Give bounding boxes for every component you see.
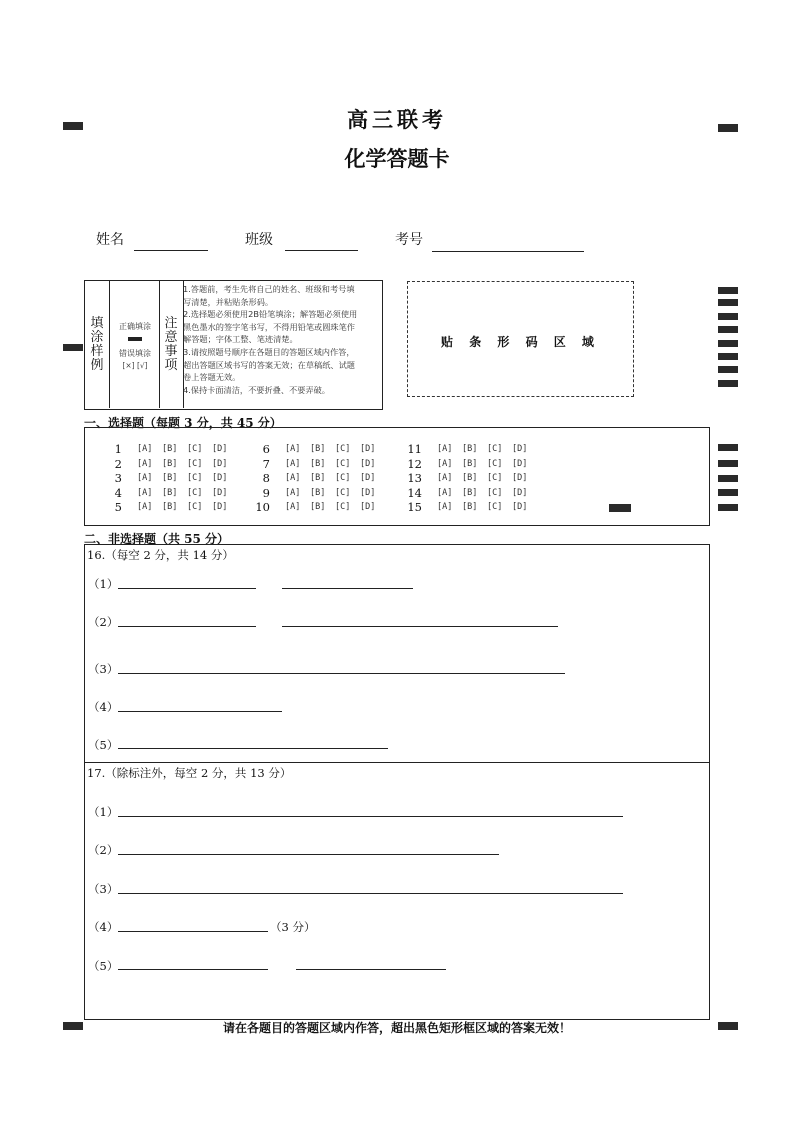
q17-part1-blank[interactable]	[118, 816, 623, 817]
timing-mark	[718, 489, 738, 496]
choice-option-bubble[interactable]: [A]	[437, 502, 453, 512]
choice-option-bubble[interactable]: [D]	[212, 459, 228, 469]
choice-option-bubble[interactable]: [C]	[187, 502, 203, 512]
choice-option-bubble[interactable]: [D]	[360, 473, 376, 483]
choice-option-bubble[interactable]: [A]	[285, 502, 301, 512]
section1-title: 一、选择题（每题 3 分，共 45 分）	[84, 416, 282, 430]
class-label: 班级	[245, 232, 273, 248]
timing-mark	[718, 475, 738, 482]
choice-option-bubble[interactable]: [D]	[212, 502, 228, 512]
choice-option-bubble[interactable]: [A]	[437, 459, 453, 469]
timing-mark	[718, 326, 738, 333]
choice-option-bubble[interactable]: [A]	[137, 459, 153, 469]
q17-part5-blank2[interactable]	[296, 969, 446, 970]
choice-option-bubble[interactable]: [A]	[137, 488, 153, 498]
q16-part5-label: （5）	[88, 738, 119, 752]
q17-part2-label: （2）	[88, 843, 119, 857]
choice-option-bubble[interactable]: [C]	[335, 444, 351, 454]
choice-option-bubble[interactable]: [B]	[462, 459, 478, 469]
choice-option-bubble[interactable]: [C]	[335, 488, 351, 498]
q16-part4-blank[interactable]	[118, 711, 282, 712]
choice-question-number: 2	[114, 457, 122, 471]
class-field[interactable]	[285, 250, 358, 251]
exam-no-field[interactable]	[432, 251, 584, 252]
q17-part4-score: （3 分）	[270, 920, 316, 934]
choice-option-bubble[interactable]: [D]	[360, 488, 376, 498]
choice-option-bubble[interactable]: [B]	[310, 502, 326, 512]
timing-mark	[718, 340, 738, 347]
choice-question-number: 10	[255, 500, 270, 514]
name-field[interactable]	[134, 250, 208, 251]
choice-option-bubble[interactable]: [D]	[512, 502, 528, 512]
wrong-fill-examples: [×] [√]	[122, 361, 148, 370]
footer-warning: 请在各题目的答题区域内作答，超出黑色矩形框区域的答案无效！	[222, 1021, 571, 1035]
choice-option-bubble[interactable]: [C]	[187, 473, 203, 483]
q17-part3-blank[interactable]	[118, 893, 623, 894]
choice-question-number: 13	[407, 471, 422, 485]
title-line1: 高三联考	[347, 107, 447, 132]
choice-option-bubble[interactable]: [D]	[512, 459, 528, 469]
timing-mark	[718, 504, 738, 511]
q17-part5-blank1[interactable]	[118, 969, 268, 970]
notice-text: 1.答题前，考生先将自己的姓名、班级和考号填 写清楚，并粘贴条形码。 2.选择题必须使用2B铅笔填涂；解答题必须使用 黑色墨水的签字笔书写，不得用铅笔或圆珠笔作 解答题；字体工整、笔迹清楚。 3.请按照题号顺序在各题目的答题区域内作答， 超出答题区域书写的答案无效；在草稿纸、试题 卷上答题无效。 4.保持卡面清洁，不要折叠、不要弄破。	[183, 284, 358, 395]
q16-part3-label: （3）	[88, 662, 119, 676]
choice-question-number: 15	[407, 500, 422, 514]
position-mark	[63, 344, 83, 351]
choice-question-number: 5	[114, 500, 122, 514]
choice-option-bubble[interactable]: [B]	[462, 444, 478, 454]
exam-no-label: 考号	[395, 232, 423, 248]
fill-example-label: 填 涂 样 例	[90, 316, 104, 373]
choice-option-bubble[interactable]: [B]	[162, 502, 178, 512]
q16-part2-blank2[interactable]	[282, 626, 558, 627]
timing-mark	[718, 380, 738, 387]
q17-header: 17.（除标注外，每空 2 分，共 13 分）	[87, 766, 292, 780]
section2-title: 二、非选择题（共 55 分）	[84, 532, 230, 546]
q17-part5-label: （5）	[88, 959, 119, 973]
choice-question-number: 4	[114, 486, 122, 500]
choice-option-bubble[interactable]: [A]	[285, 473, 301, 483]
barcode-label: 贴 条 形 码 区 域	[441, 335, 600, 349]
timing-mark	[718, 299, 738, 306]
choice-option-bubble[interactable]: [A]	[285, 459, 301, 469]
notice-label: 注 意 事 项	[164, 316, 178, 373]
choice-option-bubble[interactable]: [A]	[285, 488, 301, 498]
choice-question-number: 7	[262, 457, 270, 471]
q17-part4-label: （4）	[88, 920, 119, 934]
q16-part1-blank1[interactable]	[118, 588, 256, 589]
choice-option-bubble[interactable]: [D]	[360, 444, 376, 454]
choice-option-bubble[interactable]: [C]	[487, 459, 503, 469]
choice-option-bubble[interactable]: [C]	[335, 473, 351, 483]
wrong-fill-label: 错误填涂	[119, 349, 151, 358]
choice-option-bubble[interactable]: [A]	[137, 444, 153, 454]
timing-mark	[718, 366, 738, 373]
choice-option-bubble[interactable]: [D]	[212, 473, 228, 483]
q16-part5-blank[interactable]	[118, 748, 388, 749]
q16-part3-blank[interactable]	[118, 673, 565, 674]
choice-option-bubble[interactable]: [C]	[487, 488, 503, 498]
q17-part4-blank[interactable]	[118, 931, 268, 932]
choice-option-bubble[interactable]: [D]	[512, 488, 528, 498]
choice-option-bubble[interactable]: [B]	[462, 502, 478, 512]
correct-fill-label: 正确填涂	[119, 322, 151, 331]
choice-option-bubble[interactable]: [D]	[360, 502, 376, 512]
choice-option-bubble[interactable]: [A]	[285, 444, 301, 454]
choice-question-number: 6	[262, 442, 270, 456]
choice-option-bubble[interactable]: [B]	[310, 473, 326, 483]
choice-option-bubble[interactable]: [D]	[360, 459, 376, 469]
choice-question-number: 9	[262, 486, 270, 500]
choice-option-bubble[interactable]: [C]	[335, 502, 351, 512]
q16-header: 16.（每空 2 分，共 14 分）	[87, 548, 234, 562]
correct-fill-mark	[128, 337, 142, 341]
choice-option-bubble[interactable]: [D]	[512, 473, 528, 483]
timing-mark	[718, 313, 738, 320]
choice-question-number: 11	[407, 442, 422, 456]
choice-option-bubble[interactable]: [B]	[462, 488, 478, 498]
choice-option-bubble[interactable]: [C]	[335, 459, 351, 469]
choice-option-bubble[interactable]: [D]	[212, 444, 228, 454]
barcode-area[interactable]	[407, 281, 634, 397]
q16-part2-blank1[interactable]	[118, 626, 256, 627]
timing-mark	[718, 460, 738, 467]
q17-part3-label: （3）	[88, 882, 119, 896]
choice-option-bubble[interactable]: [A]	[437, 473, 453, 483]
choice-option-bubble[interactable]: [C]	[187, 444, 203, 454]
choice-option-bubble[interactable]: [B]	[162, 473, 178, 483]
choice-option-bubble[interactable]: [D]	[212, 488, 228, 498]
choice-question-number: 14	[407, 486, 422, 500]
title-line2: 化学答题卡	[344, 146, 450, 171]
choice-option-bubble[interactable]: [C]	[487, 444, 503, 454]
choice-option-bubble[interactable]: [B]	[310, 459, 326, 469]
choice-option-bubble[interactable]: [B]	[462, 473, 478, 483]
choice-option-bubble[interactable]: [A]	[137, 502, 153, 512]
choice-option-bubble[interactable]: [A]	[437, 444, 453, 454]
q16-box	[84, 544, 710, 763]
q16-part2-label: （2）	[88, 615, 119, 629]
timing-mark	[718, 353, 738, 360]
choice-answer-box	[84, 427, 710, 526]
choice-option-bubble[interactable]: [C]	[187, 459, 203, 469]
q16-part1-blank2[interactable]	[282, 588, 413, 589]
choice-option-bubble[interactable]: [B]	[162, 444, 178, 454]
choice-question-number: 3	[114, 471, 122, 485]
choice-option-bubble[interactable]: [A]	[437, 488, 453, 498]
timing-mark	[718, 287, 738, 294]
choice-option-bubble[interactable]: [C]	[187, 488, 203, 498]
choice-option-bubble[interactable]: [B]	[162, 488, 178, 498]
choice-option-bubble[interactable]: [A]	[137, 473, 153, 483]
q16-part4-label: （4）	[88, 700, 119, 714]
choice-question-number: 12	[407, 457, 422, 471]
timing-mark	[718, 444, 738, 451]
name-label: 姓名	[96, 232, 124, 248]
q17-part2-blank[interactable]	[118, 854, 499, 855]
q17-part1-label: （1）	[88, 805, 119, 819]
choice-option-bubble[interactable]: [C]	[487, 473, 503, 483]
choice-option-bubble[interactable]: [D]	[512, 444, 528, 454]
choice-question-number: 1	[114, 442, 122, 456]
choice-option-bubble[interactable]: [C]	[487, 502, 503, 512]
choice-option-bubble[interactable]: [B]	[310, 444, 326, 454]
q17-box	[84, 762, 710, 1020]
choice-option-bubble[interactable]: [B]	[310, 488, 326, 498]
q16-part1-label: （1）	[88, 577, 119, 591]
choice-question-number: 8	[262, 471, 270, 485]
choice-option-bubble[interactable]: [B]	[162, 459, 178, 469]
